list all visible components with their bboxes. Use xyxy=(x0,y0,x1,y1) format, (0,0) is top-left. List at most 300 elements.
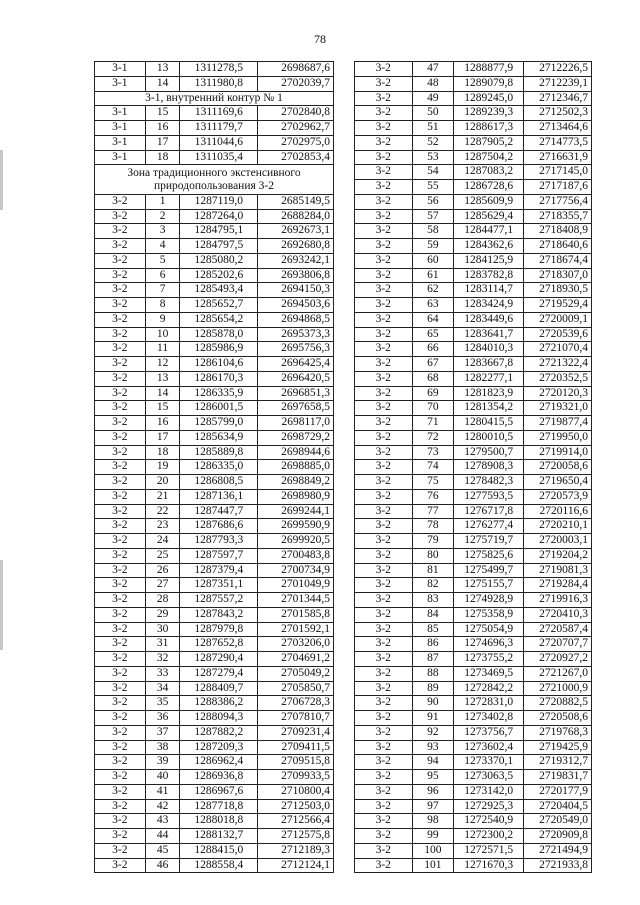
table-row xyxy=(355,180,592,195)
x-coordinate-cell: 1289079,8 xyxy=(454,76,524,91)
y-coordinate-cell: 2719321,0 xyxy=(524,401,592,416)
table-row xyxy=(95,593,334,608)
x-coordinate-cell: 1285202,6 xyxy=(180,268,258,283)
table-row xyxy=(355,401,592,416)
table-row xyxy=(355,799,592,814)
table-row xyxy=(355,460,592,475)
zone-cell: 3-2 xyxy=(95,563,146,578)
x-coordinate-cell: 1275358,9 xyxy=(454,607,524,622)
table-row xyxy=(355,843,592,858)
y-coordinate-cell: 2712566,4 xyxy=(258,814,334,829)
x-coordinate-cell: 1287379,4 xyxy=(180,563,258,578)
x-coordinate-cell: 1311035,4 xyxy=(180,150,258,165)
x-coordinate-cell: 1287083,2 xyxy=(454,165,524,180)
zone-cell: 3-2 xyxy=(95,519,146,534)
y-coordinate-cell: 2720707,7 xyxy=(524,637,592,652)
zone-cell: 3-2 xyxy=(95,725,146,740)
zone-cell: 3-2 xyxy=(355,829,413,844)
y-coordinate-cell: 2702039,7 xyxy=(258,76,334,91)
x-coordinate-cell: 1288877,9 xyxy=(454,62,524,77)
point-number-cell: 87 xyxy=(412,652,454,667)
point-number-cell: 18 xyxy=(145,150,180,165)
zone-cell: 3-2 xyxy=(355,681,413,696)
table-row xyxy=(95,534,334,549)
x-coordinate-cell: 1288558,4 xyxy=(180,858,258,873)
table-row xyxy=(355,770,592,785)
x-coordinate-cell: 1311980,8 xyxy=(180,76,258,91)
table-row xyxy=(95,386,334,401)
zone-cell: 3-2 xyxy=(355,563,413,578)
point-number-cell: 8 xyxy=(145,298,180,313)
point-number-cell: 98 xyxy=(412,814,454,829)
table-row xyxy=(95,740,334,755)
table-row xyxy=(355,696,592,711)
zone-cell: 3-1 xyxy=(95,121,146,136)
zone-cell: 3-2 xyxy=(355,534,413,549)
x-coordinate-cell: 1287279,4 xyxy=(180,666,258,681)
table-row xyxy=(95,298,334,313)
y-coordinate-cell: 2720177,9 xyxy=(524,784,592,799)
zone-cell: 3-2 xyxy=(95,357,146,372)
zone-cell: 3-2 xyxy=(95,740,146,755)
point-number-cell: 96 xyxy=(412,784,454,799)
zone-cell: 3-2 xyxy=(355,843,413,858)
y-coordinate-cell: 2719877,4 xyxy=(524,416,592,431)
zone-cell: 3-2 xyxy=(355,652,413,667)
table-row xyxy=(95,548,334,563)
table-row xyxy=(355,91,592,106)
y-coordinate-cell: 2700483,8 xyxy=(258,548,334,563)
y-coordinate-cell: 2721070,4 xyxy=(524,342,592,357)
table-row xyxy=(95,121,334,136)
zone-cell: 3-2 xyxy=(95,858,146,873)
x-coordinate-cell: 1286335,9 xyxy=(180,386,258,401)
x-coordinate-cell: 1287351,1 xyxy=(180,578,258,593)
zone-cell: 3-2 xyxy=(95,799,146,814)
y-coordinate-cell: 2719529,4 xyxy=(524,298,592,313)
x-coordinate-cell: 1278908,3 xyxy=(454,460,524,475)
point-number-cell: 3 xyxy=(145,224,180,239)
table-row xyxy=(355,725,592,740)
zone-cell: 3-2 xyxy=(95,327,146,342)
x-coordinate-cell: 1288415,0 xyxy=(180,843,258,858)
x-coordinate-cell: 1287119,0 xyxy=(180,194,258,209)
scan-edge-mark xyxy=(0,150,3,210)
point-number-cell: 69 xyxy=(412,386,454,401)
point-number-cell: 14 xyxy=(145,386,180,401)
x-coordinate-cell: 1288018,8 xyxy=(180,814,258,829)
y-coordinate-cell: 2712239,1 xyxy=(524,76,592,91)
point-number-cell: 35 xyxy=(145,696,180,711)
zone-cell: 3-2 xyxy=(355,62,413,77)
zone-cell: 3-2 xyxy=(95,770,146,785)
zone-cell: 3-2 xyxy=(355,194,413,209)
zone-cell: 3-2 xyxy=(355,150,413,165)
point-number-cell: 21 xyxy=(145,489,180,504)
table-row xyxy=(95,475,334,490)
y-coordinate-cell: 2720352,5 xyxy=(524,371,592,386)
zone-cell: 3-2 xyxy=(355,135,413,150)
y-coordinate-cell: 2720116,6 xyxy=(524,504,592,519)
point-number-cell: 26 xyxy=(145,563,180,578)
x-coordinate-cell: 1281354,2 xyxy=(454,401,524,416)
table-row xyxy=(355,504,592,519)
zone-cell: 3-2 xyxy=(95,194,146,209)
zone-cell: 3-2 xyxy=(355,475,413,490)
point-number-cell: 58 xyxy=(412,224,454,239)
table-row xyxy=(355,194,592,209)
point-number-cell: 45 xyxy=(145,843,180,858)
point-number-cell: 49 xyxy=(412,91,454,106)
point-number-cell: 85 xyxy=(412,622,454,637)
x-coordinate-cell: 1272540,9 xyxy=(454,814,524,829)
zone-cell: 3-1 xyxy=(95,62,146,77)
zone-cell: 3-2 xyxy=(355,504,413,519)
table-row xyxy=(95,843,334,858)
point-number-cell: 31 xyxy=(145,637,180,652)
x-coordinate-cell: 1277593,5 xyxy=(454,489,524,504)
x-coordinate-cell: 1273142,0 xyxy=(454,784,524,799)
x-coordinate-cell: 1276277,4 xyxy=(454,519,524,534)
table-row xyxy=(355,784,592,799)
table-row xyxy=(355,681,592,696)
y-coordinate-cell: 2695373,3 xyxy=(258,327,334,342)
y-coordinate-cell: 2719831,7 xyxy=(524,770,592,785)
table-row xyxy=(355,534,592,549)
point-number-cell: 79 xyxy=(412,534,454,549)
zone-cell: 3-2 xyxy=(95,298,146,313)
x-coordinate-cell: 1288094,3 xyxy=(180,711,258,726)
table-row xyxy=(355,548,592,563)
table-row xyxy=(355,711,592,726)
point-number-cell: 4 xyxy=(145,239,180,254)
point-number-cell: 68 xyxy=(412,371,454,386)
zone-cell: 3-2 xyxy=(95,460,146,475)
x-coordinate-cell: 1273370,1 xyxy=(454,755,524,770)
y-coordinate-cell: 2702962,7 xyxy=(258,121,334,136)
y-coordinate-cell: 2719204,2 xyxy=(524,548,592,563)
zone-cell: 3-2 xyxy=(95,843,146,858)
y-coordinate-cell: 2701049,9 xyxy=(258,578,334,593)
x-coordinate-cell: 1273469,5 xyxy=(454,666,524,681)
table-row xyxy=(95,460,334,475)
x-coordinate-cell: 1273756,7 xyxy=(454,725,524,740)
table-row xyxy=(355,371,592,386)
y-coordinate-cell: 2694503,6 xyxy=(258,298,334,313)
point-number-cell: 83 xyxy=(412,593,454,608)
x-coordinate-cell: 1285654,2 xyxy=(180,312,258,327)
y-coordinate-cell: 2720120,3 xyxy=(524,386,592,401)
y-coordinate-cell: 2720508,6 xyxy=(524,711,592,726)
y-coordinate-cell: 2721267,0 xyxy=(524,666,592,681)
x-coordinate-cell: 1287905,2 xyxy=(454,135,524,150)
y-coordinate-cell: 2709411,5 xyxy=(258,740,334,755)
table-row xyxy=(95,106,334,121)
point-number-cell: 82 xyxy=(412,578,454,593)
x-coordinate-cell: 1287843,2 xyxy=(180,607,258,622)
zone-cell: 3-2 xyxy=(95,312,146,327)
x-coordinate-cell: 1285986,9 xyxy=(180,342,258,357)
point-number-cell: 59 xyxy=(412,239,454,254)
y-coordinate-cell: 2700734,9 xyxy=(258,563,334,578)
x-coordinate-cell: 1288617,3 xyxy=(454,121,524,136)
y-coordinate-cell: 2698117,0 xyxy=(258,416,334,431)
table-row xyxy=(355,814,592,829)
y-coordinate-cell: 2712346,7 xyxy=(524,91,592,106)
point-number-cell: 14 xyxy=(145,76,180,91)
zone-cell: 3-2 xyxy=(95,445,146,460)
point-number-cell: 22 xyxy=(145,504,180,519)
zone-cell: 3-2 xyxy=(95,666,146,681)
zone-cell: 3-2 xyxy=(95,755,146,770)
zone-cell: 3-2 xyxy=(355,519,413,534)
x-coordinate-cell: 1284362,6 xyxy=(454,239,524,254)
zone-cell: 3-2 xyxy=(355,548,413,563)
table-row xyxy=(95,607,334,622)
table-row xyxy=(355,62,592,77)
right-table-body xyxy=(355,62,592,873)
x-coordinate-cell: 1285652,7 xyxy=(180,298,258,313)
y-coordinate-cell: 2696851,3 xyxy=(258,386,334,401)
point-number-cell: 61 xyxy=(412,268,454,283)
y-coordinate-cell: 2701344,5 xyxy=(258,593,334,608)
zone-cell: 3-2 xyxy=(95,239,146,254)
zone-cell: 3-1 xyxy=(95,106,146,121)
table-row xyxy=(95,150,334,165)
zone-cell: 3-2 xyxy=(355,121,413,136)
y-coordinate-cell: 2701592,1 xyxy=(258,622,334,637)
x-coordinate-cell: 1274696,3 xyxy=(454,637,524,652)
y-coordinate-cell: 2719425,9 xyxy=(524,740,592,755)
zone-cell: 3-1 xyxy=(95,135,146,150)
point-number-cell: 71 xyxy=(412,416,454,431)
table-row xyxy=(95,725,334,740)
zone-cell: 3-2 xyxy=(355,578,413,593)
table-row xyxy=(95,401,334,416)
point-number-cell: 70 xyxy=(412,401,454,416)
table-row xyxy=(95,711,334,726)
zone-cell: 3-2 xyxy=(355,312,413,327)
zone-cell: 3-2 xyxy=(355,755,413,770)
x-coordinate-cell: 1286962,4 xyxy=(180,755,258,770)
y-coordinate-cell: 2721494,9 xyxy=(524,843,592,858)
y-coordinate-cell: 2719768,3 xyxy=(524,725,592,740)
table-row xyxy=(95,283,334,298)
x-coordinate-cell: 1311169,6 xyxy=(180,106,258,121)
point-number-cell: 15 xyxy=(145,106,180,121)
table-row xyxy=(355,283,592,298)
x-coordinate-cell: 1281823,9 xyxy=(454,386,524,401)
left-table-body xyxy=(95,62,334,873)
scan-edge-mark xyxy=(0,560,3,650)
x-coordinate-cell: 1276717,8 xyxy=(454,504,524,519)
x-coordinate-cell: 1283667,8 xyxy=(454,357,524,372)
y-coordinate-cell: 2720882,5 xyxy=(524,696,592,711)
y-coordinate-cell: 2698885,0 xyxy=(258,460,334,475)
zone-cell: 3-2 xyxy=(355,401,413,416)
point-number-cell: 40 xyxy=(145,770,180,785)
zone-cell: 3-2 xyxy=(355,607,413,622)
x-coordinate-cell: 1287793,3 xyxy=(180,534,258,549)
x-coordinate-cell: 1288132,7 xyxy=(180,829,258,844)
table-row xyxy=(95,327,334,342)
point-number-cell: 91 xyxy=(412,711,454,726)
zone-cell: 3-2 xyxy=(355,357,413,372)
zone-cell: 3-2 xyxy=(95,814,146,829)
x-coordinate-cell: 1278482,3 xyxy=(454,475,524,490)
zone-cell: 3-2 xyxy=(355,666,413,681)
x-coordinate-cell: 1285889,8 xyxy=(180,445,258,460)
table-row xyxy=(95,445,334,460)
y-coordinate-cell: 2719312,7 xyxy=(524,755,592,770)
point-number-cell: 78 xyxy=(412,519,454,534)
table-row xyxy=(95,416,334,431)
point-number-cell: 76 xyxy=(412,489,454,504)
table-row xyxy=(355,622,592,637)
x-coordinate-cell: 1283424,9 xyxy=(454,298,524,313)
y-coordinate-cell: 2709231,4 xyxy=(258,725,334,740)
x-coordinate-cell: 1287504,2 xyxy=(454,150,524,165)
y-coordinate-cell: 2699590,9 xyxy=(258,519,334,534)
zone-cell: 3-2 xyxy=(355,593,413,608)
y-coordinate-cell: 2719950,0 xyxy=(524,430,592,445)
point-number-cell: 42 xyxy=(145,799,180,814)
zone-cell: 3-2 xyxy=(95,829,146,844)
point-number-cell: 93 xyxy=(412,740,454,755)
zone-cell: 3-2 xyxy=(95,681,146,696)
x-coordinate-cell: 1289239,3 xyxy=(454,106,524,121)
point-number-cell: 99 xyxy=(412,829,454,844)
coordinates-table-left xyxy=(94,61,334,873)
zone-cell: 3-2 xyxy=(95,637,146,652)
table-row xyxy=(355,637,592,652)
x-coordinate-cell: 1287447,7 xyxy=(180,504,258,519)
y-coordinate-cell: 2692680,8 xyxy=(258,239,334,254)
y-coordinate-cell: 2718355,7 xyxy=(524,209,592,224)
x-coordinate-cell: 1283641,7 xyxy=(454,327,524,342)
zone-cell: 3-2 xyxy=(355,711,413,726)
point-number-cell: 97 xyxy=(412,799,454,814)
point-number-cell: 19 xyxy=(145,460,180,475)
table-row xyxy=(95,209,334,224)
point-number-cell: 47 xyxy=(412,62,454,77)
zone-cell: 3-2 xyxy=(355,239,413,254)
zone-cell: 3-2 xyxy=(355,327,413,342)
zone-cell: 3-2 xyxy=(95,224,146,239)
zone-cell: 3-2 xyxy=(95,534,146,549)
zone-cell: 3-2 xyxy=(95,578,146,593)
point-number-cell: 34 xyxy=(145,681,180,696)
zone-cell: 3-2 xyxy=(355,814,413,829)
table-row xyxy=(355,327,592,342)
zone-cell: 3-2 xyxy=(355,268,413,283)
x-coordinate-cell: 1274928,9 xyxy=(454,593,524,608)
page-number: 78 xyxy=(314,32,326,46)
x-coordinate-cell: 1275054,9 xyxy=(454,622,524,637)
y-coordinate-cell: 2718640,6 xyxy=(524,239,592,254)
x-coordinate-cell: 1287209,3 xyxy=(180,740,258,755)
table-row xyxy=(95,814,334,829)
x-coordinate-cell: 1311278,5 xyxy=(180,62,258,77)
zone-cell: 3-2 xyxy=(355,770,413,785)
point-number-cell: 24 xyxy=(145,534,180,549)
x-coordinate-cell: 1275155,7 xyxy=(454,578,524,593)
y-coordinate-cell: 2698849,2 xyxy=(258,475,334,490)
y-coordinate-cell: 2720927,2 xyxy=(524,652,592,667)
x-coordinate-cell: 1287597,7 xyxy=(180,548,258,563)
table-row xyxy=(95,253,334,268)
point-number-cell: 67 xyxy=(412,357,454,372)
point-number-cell: 60 xyxy=(412,253,454,268)
zone-cell: 3-2 xyxy=(95,209,146,224)
table-row xyxy=(95,829,334,844)
point-number-cell: 9 xyxy=(145,312,180,327)
x-coordinate-cell: 1273602,4 xyxy=(454,740,524,755)
table-row xyxy=(355,416,592,431)
y-coordinate-cell: 2698944,6 xyxy=(258,445,334,460)
x-coordinate-cell: 1273402,8 xyxy=(454,711,524,726)
coordinates-table-right xyxy=(354,61,592,873)
point-number-cell: 18 xyxy=(145,445,180,460)
x-coordinate-cell: 1272842,2 xyxy=(454,681,524,696)
point-number-cell: 81 xyxy=(412,563,454,578)
point-number-cell: 53 xyxy=(412,150,454,165)
point-number-cell: 37 xyxy=(145,725,180,740)
point-number-cell: 28 xyxy=(145,593,180,608)
point-number-cell: 94 xyxy=(412,755,454,770)
x-coordinate-cell: 1272925,3 xyxy=(454,799,524,814)
table-row xyxy=(95,357,334,372)
table-row xyxy=(95,652,334,667)
table-row xyxy=(95,312,334,327)
y-coordinate-cell: 2695756,3 xyxy=(258,342,334,357)
point-number-cell: 11 xyxy=(145,342,180,357)
y-coordinate-cell: 2685149,5 xyxy=(258,194,334,209)
table-row xyxy=(355,298,592,313)
point-number-cell: 75 xyxy=(412,475,454,490)
zone-cell: 3-2 xyxy=(355,784,413,799)
x-coordinate-cell: 1287652,8 xyxy=(180,637,258,652)
table-row xyxy=(95,622,334,637)
x-coordinate-cell: 1286936,8 xyxy=(180,770,258,785)
x-coordinate-cell: 1285634,9 xyxy=(180,430,258,445)
table-row xyxy=(355,342,592,357)
table-row xyxy=(95,770,334,785)
point-number-cell: 50 xyxy=(412,106,454,121)
zone-cell: 3-2 xyxy=(355,253,413,268)
x-coordinate-cell: 1311179,7 xyxy=(180,121,258,136)
y-coordinate-cell: 2702975,0 xyxy=(258,135,334,150)
point-number-cell: 15 xyxy=(145,401,180,416)
table-row xyxy=(355,312,592,327)
table-row xyxy=(355,740,592,755)
y-coordinate-cell: 2719081,3 xyxy=(524,563,592,578)
zone-cell: 3-2 xyxy=(95,475,146,490)
zone-cell: 3-2 xyxy=(355,91,413,106)
x-coordinate-cell: 1286335,0 xyxy=(180,460,258,475)
table-row xyxy=(95,239,334,254)
zone-cell: 3-2 xyxy=(355,489,413,504)
point-number-cell: 30 xyxy=(145,622,180,637)
y-coordinate-cell: 2718408,9 xyxy=(524,224,592,239)
x-coordinate-cell: 1279500,7 xyxy=(454,445,524,460)
y-coordinate-cell: 2720210,1 xyxy=(524,519,592,534)
table-row xyxy=(95,784,334,799)
x-coordinate-cell: 1272831,0 xyxy=(454,696,524,711)
zone-cell: 3-2 xyxy=(355,637,413,652)
zone-cell: 3-2 xyxy=(95,386,146,401)
y-coordinate-cell: 2720587,4 xyxy=(524,622,592,637)
